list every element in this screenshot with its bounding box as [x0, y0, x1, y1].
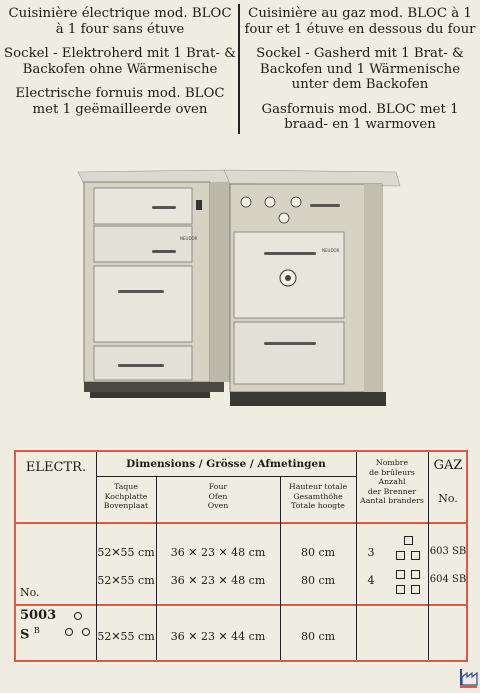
- row1-gaz-no: 603 SB: [429, 546, 467, 557]
- row1-taque: 52✕55 cm: [97, 546, 155, 559]
- dimensions-title: Dimensions / Grösse / Afmetingen: [126, 458, 326, 470]
- burner-square-icon: [396, 570, 405, 579]
- row1-burner-icons: [388, 536, 428, 566]
- col-taque-fr: Taque: [114, 482, 138, 491]
- col-bruleurs-nl: Aantal branders: [360, 496, 424, 506]
- burner-square-icon: [404, 536, 413, 545]
- gaz-no-label: No.: [438, 492, 458, 505]
- header-right-nl: Gasfornuis mod. BLOC met 1 braad- en 1 warmoven: [261, 101, 459, 132]
- row2-gaz-no: 604 SB: [429, 574, 467, 585]
- col-four-nl: Oven: [207, 501, 229, 511]
- col-hauteur-de: Gesamthöhe: [293, 491, 343, 501]
- header-right-de: Sockel - Gasherd mit 1 Brat- & Backofen und 1 Wärmenische unter dem Backofen: [256, 46, 464, 92]
- burner-square-icon: [411, 585, 420, 594]
- col-hauteur-fr: Hauteur totale: [288, 482, 348, 491]
- gaz-label: GAZ: [433, 458, 463, 473]
- row1-hauteur: 80 cm: [300, 546, 336, 559]
- row2-taque: 52✕55 cm: [97, 574, 155, 587]
- col-four-header: [156, 482, 280, 511]
- col-four-fr: Four: [208, 482, 228, 491]
- left-brand-label: NEUDOR: [180, 236, 198, 241]
- col-taque-nl: Bovenplaat: [103, 501, 149, 511]
- header-left-de: Sockel - Elektroherd mit 1 Brat- & Backofen ohne Wärmenische: [4, 46, 236, 77]
- electr-model-number: [20, 608, 60, 642]
- header-divider: [238, 4, 240, 134]
- col-hauteur-nl: Totale hoogte: [291, 501, 345, 511]
- stove-photo: [74, 160, 404, 425]
- row2-bruleurs: 4: [367, 574, 375, 587]
- gas-stove: [224, 170, 400, 406]
- table-hline-sub: [96, 476, 356, 477]
- col-taque-de: Kochplatte: [104, 491, 148, 501]
- col-bruleurs-de-1: Anzahl: [378, 477, 406, 487]
- row3-hauteur: 80 cm: [300, 630, 336, 643]
- burner-square-icon: [396, 551, 405, 560]
- electr-model-suffix: S: [20, 627, 30, 643]
- header-left-fr: Cuisinière électrique mod. BLOC à 1 four sans étuve: [8, 6, 232, 37]
- col-four-de: Ofen: [208, 491, 228, 501]
- burner-square-icon: [396, 585, 405, 594]
- electr-label: ELECTR.: [25, 460, 87, 475]
- burner-square-icon: [411, 551, 420, 560]
- table-hline-bottom: [14, 604, 468, 606]
- col-hauteur-header: [280, 482, 356, 511]
- col-taque-header: [96, 482, 156, 511]
- col-bruleurs-de-2: der Brenner: [367, 486, 417, 496]
- electric-stove: [78, 170, 230, 398]
- row1-four: 36 ✕ 23 ✕ 48 cm: [170, 546, 266, 559]
- spec-table: [14, 450, 468, 662]
- row3-four: 36 ✕ 23 ✕ 44 cm: [170, 630, 266, 643]
- col-bruleurs-fr-2: de brûleurs: [369, 467, 415, 477]
- row3-taque: 52✕55 cm: [97, 630, 155, 643]
- burner-square-icon: [411, 570, 420, 579]
- electr-model-sup: B: [33, 626, 40, 635]
- header-right-fr: Cuisinière au gaz mod. BLOC à 1 four et 1 étuve en dessous du four: [244, 6, 476, 37]
- right-brand-label: NEUDOR: [322, 248, 340, 253]
- col-bruleurs-header: [356, 458, 428, 506]
- electr-no-label: No.: [20, 586, 40, 599]
- header-right-column: [244, 6, 476, 142]
- row1-bruleurs: 3: [367, 546, 375, 559]
- header-left-nl: Electrische fornuis mod. BLOC met 1 geëmailleerde oven: [15, 86, 225, 117]
- table-hline-header: [14, 522, 468, 524]
- row2-hauteur: 80 cm: [300, 574, 336, 587]
- factory-logo-icon: [458, 667, 478, 691]
- col-bruleurs-fr-1: Nombre: [375, 458, 409, 467]
- hotplate-circles-icon: [62, 612, 96, 646]
- row2-burner-icons: [388, 570, 428, 600]
- electr-model-no: 5003: [20, 608, 57, 623]
- header: [0, 0, 480, 140]
- header-left-column: [4, 6, 236, 126]
- row2-four: 36 ✕ 23 ✕ 48 cm: [170, 574, 266, 587]
